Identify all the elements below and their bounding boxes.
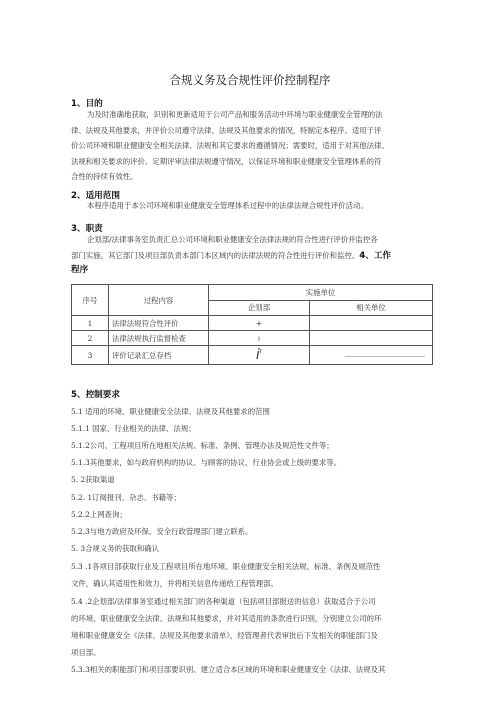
section-heading-duty: 3、职责 [71,224,103,234]
header-num: 序号 [72,285,109,316]
header-related-units: 相关单位 [310,300,433,316]
purpose-line: 律、法规及其他要求，并评价公司遵守法律、法规及其他要求的情况，特制定本程序。适用于评 [71,125,382,135]
flow-end-mark-sup: r [259,348,263,355]
section-heading-scope: 2、适用范围 [71,191,120,201]
row-related-cell [310,346,433,365]
scope-line: 本程序适用于本公司环境和职业健康安全管理体系过程中的法律法规合规性评价活动。 [87,201,368,210]
document-title: 合规义务及合规性评价控制程序 [169,73,331,87]
control-line: 5.1.2公司、工程项目所在地相关法规、标准、条例、管理办法及规范性文件等； [71,441,334,450]
control-line: 的环境、职业健康安全法律、法规和其他要求，并对其适用的条款进行识别，分别建立公司的环 [71,614,382,623]
section-heading-flow: 程序 [71,265,89,275]
control-line: 5.1.1 国家、行业相关的法律、法规； [71,424,196,433]
control-line: 项目部。 [71,648,101,657]
control-line: 5.2.3与地方政府及环保、安全行政管理部门建立联系。 [71,527,253,536]
header-plan-dept: 企划部 [209,300,310,316]
section-heading-control: 5、控制要求 [71,390,120,400]
row-related-cell [310,331,433,346]
control-line: 5.1 适用的环境、职业健康安全法律、法规及其他要求的范围 [71,407,270,416]
scope-paragraph [71,198,431,214]
control-line: 5.2.2上网查询； [71,510,127,519]
table-row [72,331,433,346]
header-units: 实施单位 [209,285,433,301]
row-plan-cell [209,346,310,365]
duty-line: 企划部/法律事务室负责汇总公司环境和职业健康安全法律法规的符合性进行评价并监控各 [87,235,378,244]
control-line: 5.4 .2企划部/法律事务室通过相关部门的各种渠道（包括项目部报送的信息）获取适合于公司 [71,597,376,606]
row-plan-cell [209,331,310,346]
flow-end-mark: i [255,347,260,363]
control-line: 5.1.3其他要求，如与政府机构的协议、与顾客的协议、行业协会或上级的要求等。 [71,458,342,467]
flow-cross-mark: + [255,318,263,328]
process-table [71,284,433,365]
faint-scan-line [345,356,425,357]
control-line: 5. 3合规义务的获取和确认 [71,544,160,553]
purpose-line: 合性的持续有效性。 [71,172,138,182]
row-related-cell [310,316,433,331]
control-line: 5.3.3相关的职能部门和项目部要识别、建立适合本区域的环境和职业健康安全《法律、法规及其 [71,665,386,674]
row-num: 3 [72,346,109,365]
row-content: 法律法规执行监督检查 [109,331,209,346]
row-content: 评价记录汇总存档 [109,346,209,365]
purpose-line: 为及时准确地获取，识别和更新适用于公司产品和服务活动中环境与职业健康安全管理的法 [87,110,383,119]
header-content: 过程内容 [109,285,209,316]
purpose-line: 价公司环境和职业健康安全相关法律、法规和其它要求的遵循情况；需要时，适用于对其他法律、 [71,141,389,151]
control-line: 文件，确认其适用性和效力，并将相关信息传递给工程管理部。 [71,579,278,588]
duty-paragraph [71,232,431,264]
table-header-row [72,285,433,301]
duty-line [71,248,431,265]
row-content: 法律法规符合性评价 [109,316,209,331]
control-line: 境和职业健康安全《法律、法规及其他要求清单》，经管理者代表审批后下发相关的职能部门及 [71,631,378,640]
duty-line-text: 部门实施。其它部门及项目部负责本部门本区域内的法律法规的符合性进行评价和监控。 [71,250,360,260]
purpose-line: 法规和相关要求的评价。定期评审法律法规遵守情况，以保证环境和职业健康安全管理体系的符 [71,156,382,166]
control-line: 5. 2获取渠道 [71,475,115,484]
table-row [72,346,433,365]
control-line: 5.3 .1各项目部获取行业及工程项目所在地环境、职业健康安全相关法规、标准、条例及规范性 [71,562,381,571]
control-line: 5.2. 1订阅报刊、杂志、书籍等； [71,493,181,502]
row-plan-cell [209,316,310,331]
flow-line-mark: I [258,335,260,343]
row-num: 2 [72,331,109,346]
row-num: 1 [72,316,109,331]
section-heading-purpose: 1、目的 [71,99,103,109]
purpose-paragraph [71,107,431,185]
table-row [72,316,433,331]
section-heading-flow-start: 4、工作 [359,250,392,261]
